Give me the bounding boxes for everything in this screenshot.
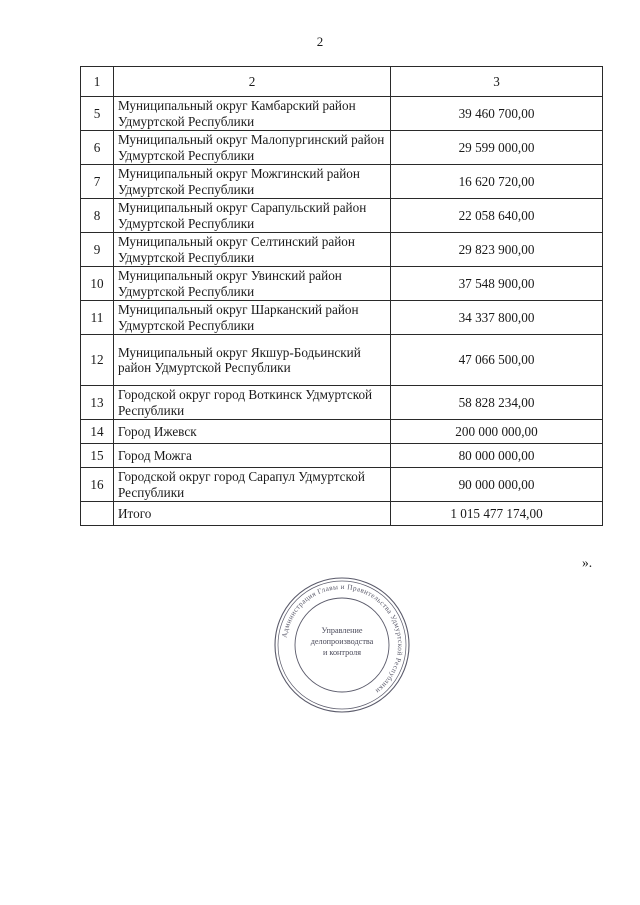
seal-center-text: делопроизводства: [310, 637, 374, 646]
row-municipality: Муниципальный округ Сарапульский район Удмуртской Республики: [114, 199, 391, 233]
row-amount: 16 620 720,00: [391, 165, 603, 199]
row-number: 5: [81, 97, 114, 131]
row-municipality: Городской округ город Воткинск Удмуртской Республики: [114, 386, 391, 420]
row-number: 9: [81, 233, 114, 267]
closing-quote-mark: ».: [582, 555, 593, 570]
row-amount: 22 058 640,00: [391, 199, 603, 233]
table-row: [81, 386, 603, 420]
row-amount: 47 066 500,00: [391, 335, 603, 386]
table-row: [81, 97, 603, 131]
row-number: 10: [81, 267, 114, 301]
row-municipality: Муниципальный округ Камбарский район Удмуртской Республики: [114, 97, 391, 131]
row-number: 13: [81, 386, 114, 420]
row-municipality: Муниципальный округ Якшур-Бодьинский район Удмуртской Республики: [114, 335, 391, 386]
table-row: [81, 165, 603, 199]
row-amount: 58 828 234,00: [391, 386, 603, 420]
row-amount: 39 460 700,00: [391, 97, 603, 131]
official-seal-stamp: [272, 576, 412, 714]
row-amount: 200 000 000,00: [391, 420, 603, 444]
table-row: [81, 468, 603, 502]
table-header-row: [81, 67, 603, 97]
table-row: [81, 335, 603, 386]
row-municipality: Город Можга: [114, 444, 391, 468]
row-municipality: Муниципальный округ Малопургинский район Удмуртской Республики: [114, 131, 391, 165]
row-municipality: Город Ижевск: [114, 420, 391, 444]
row-number: 15: [81, 444, 114, 468]
row-amount: 34 337 800,00: [391, 301, 603, 335]
row-amount: 37 548 900,00: [391, 267, 603, 301]
table-row: [81, 267, 603, 301]
table-row: [81, 420, 603, 444]
seal-center-text: и контроля: [322, 648, 362, 657]
row-number: 14: [81, 420, 114, 444]
header-cell-1: 1: [81, 67, 114, 97]
header-cell-2: 2: [114, 67, 391, 97]
row-amount: 80 000 000,00: [391, 444, 603, 468]
row-number: 6: [81, 131, 114, 165]
row-municipality: Итого: [114, 502, 391, 526]
page-number: 2: [316, 34, 324, 49]
table-total-row: [81, 502, 603, 526]
row-number: 11: [81, 301, 114, 335]
row-number: 12: [81, 335, 114, 386]
seal-center-text: Управление: [321, 626, 363, 635]
allocation-table: [80, 66, 603, 526]
row-amount: 29 599 000,00: [391, 131, 603, 165]
row-number: [81, 502, 114, 526]
table-row: [81, 131, 603, 165]
seal-ring-text: Администрация Главы и Правительства Удмуртской Республики: [280, 582, 405, 696]
row-municipality: Муниципальный округ Селтинский район Удмуртской Республики: [114, 233, 391, 267]
row-number: 7: [81, 165, 114, 199]
row-municipality: Муниципальный округ Можгинский район Удмуртской Республики: [114, 165, 391, 199]
header-cell-3: 3: [391, 67, 603, 97]
table-row: [81, 444, 603, 468]
row-number: 16: [81, 468, 114, 502]
row-amount: 1 015 477 174,00: [391, 502, 603, 526]
row-amount: 90 000 000,00: [391, 468, 603, 502]
row-municipality: Городской округ город Сарапул Удмуртской Республики: [114, 468, 391, 502]
row-amount: 29 823 900,00: [391, 233, 603, 267]
row-municipality: Муниципальный округ Увинский район Удмуртской Республики: [114, 267, 391, 301]
table-row: [81, 233, 603, 267]
table-row: [81, 301, 603, 335]
table-row: [81, 199, 603, 233]
row-municipality: Муниципальный округ Шарканский район Удмуртской Республики: [114, 301, 391, 335]
row-number: 8: [81, 199, 114, 233]
